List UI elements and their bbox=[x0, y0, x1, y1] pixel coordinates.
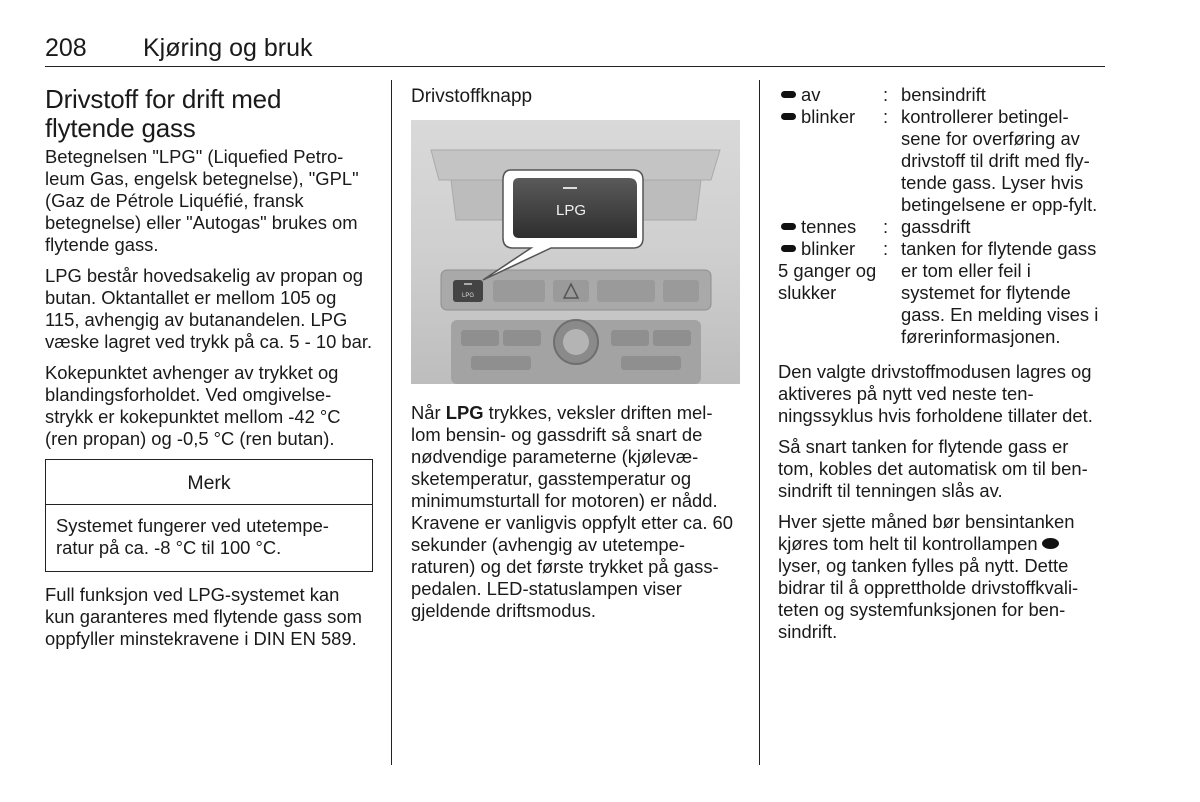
column-divider-1 bbox=[391, 80, 392, 765]
paragraph-lpg-composition: LPG består hovedsakelig av propan og butan. Oktantallet er mellom 105 og 115, avhengig av butanandelen. LPG væske lagret ved trykk på ca. 5 - 10 bar. bbox=[45, 265, 373, 352]
paragraph-lpg-definition: Betegnelsen "LPG" (Liquefied Petro-leum Gas, engelsk betegnelse), "GPL" (Gaz de Pétrole Liquéfié, fransk betegnelse) eller "Autogas" brukes om flytende gass. bbox=[45, 146, 359, 255]
lpg-button-label: LPG bbox=[555, 202, 587, 219]
note-body: Systemet fungerer ved utetempe-ratur på ca. -8 °C til 100 °C. bbox=[56, 515, 329, 558]
paragraph-boiling-point: Kokepunktet avhenger av trykket og blandingsforholdet. Ved omgivelse-strykk er kokepunktet mellom -42 °C (ren propan) og -0,5 °C (ren butan). bbox=[45, 362, 341, 449]
column-2-body bbox=[411, 402, 741, 631]
led-indicator-icon bbox=[781, 223, 796, 230]
lpg-button-closeup bbox=[513, 178, 637, 238]
small-lpg-label: LPG bbox=[461, 293, 475, 299]
note-title: Merk bbox=[46, 460, 372, 505]
body-suffix: trykkes, veksler driften mel-lom bensin- og gassdrift så snart de nødvendige parameterne (kjølevæ-sketemperatur, gasstemperatur og minimumsturtall for motoren) er nådd. Kravene er vanligvis oppfylt etter ca. 60 sekunder (avhengig av utetempe-raturen) og det første trykket på gass-pedalen. LED-statuslampen viser gjeldende driftsmodus. bbox=[411, 402, 734, 621]
column-1 bbox=[45, 85, 373, 659]
legend-key: av bbox=[801, 84, 821, 105]
subsection-heading: Drivstoffknapp bbox=[411, 86, 533, 107]
lpg-bold-term: LPG bbox=[445, 402, 484, 423]
legend-key: blinker bbox=[801, 238, 856, 259]
legend-value: tanken for flytende gass er tom eller feil i systemet for flytende gass. En melding vises i førerinformasjonen. bbox=[901, 238, 1099, 347]
legend-value: kontrollerer betingel-sene for overføring av drivstoff til drift med fly-tende gass. Lyser hvis betingelsene er opp-fylt. bbox=[901, 106, 1098, 215]
paragraph-petrol-tank bbox=[778, 511, 1108, 643]
section-heading: Drivstoff for drift med flytende gass bbox=[45, 84, 282, 143]
legend-separator: : bbox=[883, 216, 889, 237]
legend-separator: : bbox=[883, 84, 889, 105]
legend-row-flash-5 bbox=[778, 238, 1108, 348]
paragraph-part-2: lyser, og tanken fylles på nytt. Dette bidrar til å opprettholde drivstoffkvali-teten og systemfunksjonen for ben-sindrift. bbox=[778, 555, 1079, 642]
note-box bbox=[45, 459, 373, 572]
column-3 bbox=[778, 84, 1108, 652]
led-indicator-icon bbox=[781, 245, 796, 252]
running-title: Kjøring og bruk bbox=[143, 34, 313, 62]
page-number: 208 bbox=[45, 34, 87, 62]
legend-separator: : bbox=[883, 106, 889, 127]
header-rule bbox=[45, 66, 1105, 67]
legend-value: bensindrift bbox=[901, 84, 986, 105]
legend-key: tennes bbox=[801, 216, 857, 237]
paragraph-din-standard: Full funksjon ved LPG-systemet kan kun garanteres med flytende gass som oppfyller minstekravene i DIN EN 589. bbox=[45, 584, 362, 649]
small-lpg-button bbox=[453, 280, 483, 302]
paragraph-mode-memory: Den valgte drivstoffmodusen lagres og aktiveres på nytt ved neste ten-ningssyklus hvis forholdene tillater det. bbox=[778, 361, 1093, 426]
legend-key-extra: 5 ganger og slukker bbox=[778, 260, 877, 303]
legend-key: blinker bbox=[801, 106, 856, 127]
control-lamp-icon bbox=[1042, 538, 1059, 549]
dashboard-illustration bbox=[411, 120, 740, 384]
column-2 bbox=[411, 86, 741, 108]
paragraph-part-1: Hver sjette måned bør bensintanken kjøres tom helt til kontrollampen bbox=[778, 511, 1075, 554]
legend-separator: : bbox=[883, 238, 889, 259]
led-indicator-icon bbox=[781, 91, 796, 98]
led-indicator-icon bbox=[781, 113, 796, 120]
legend-row-flashing bbox=[778, 106, 1108, 216]
paragraph-fuel-button bbox=[411, 402, 741, 622]
legend-row-off bbox=[778, 84, 1108, 106]
body-prefix: Når bbox=[411, 402, 446, 423]
paragraph-auto-switch: Så snart tanken for flytende gass er tom, kobles det automatisk om til ben-sindrift til tenningen slås av. bbox=[778, 436, 1088, 501]
column-divider-2 bbox=[759, 80, 760, 765]
legend-value: gassdrift bbox=[901, 216, 971, 237]
legend-row-on bbox=[778, 216, 1108, 238]
